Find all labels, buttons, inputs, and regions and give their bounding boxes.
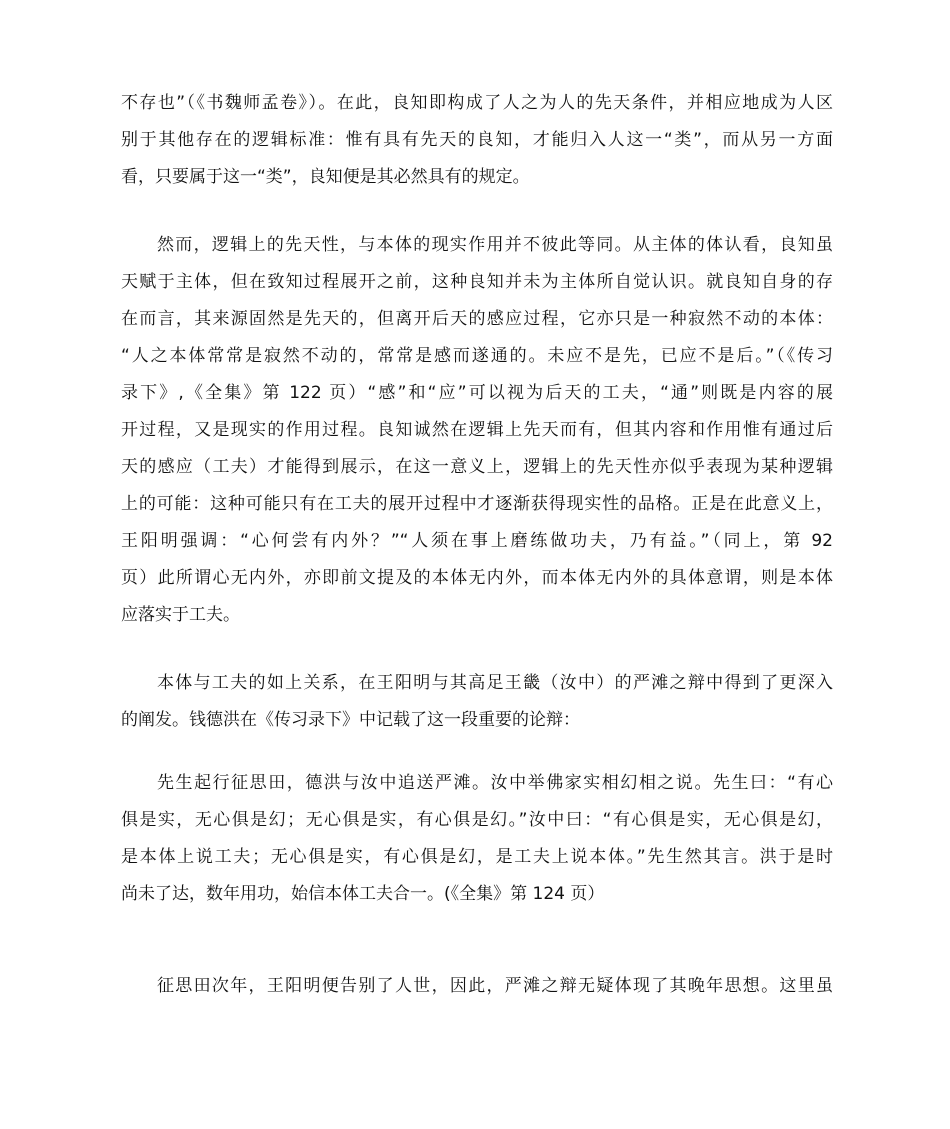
text-line: “人之本体常常是寂然不动的，常常是感而遂通的。未应不是先，已应不是后。”（《传习 bbox=[121, 346, 833, 366]
text-line: 不存也”（《书魏师孟卷》）。在此，良知即构成了人之为人的先天条件，并相应地成为人区 bbox=[121, 93, 833, 113]
text-line: 天赋于主体，但在致知过程展开之前，这种良知并未为主体所自觉认识。就良知自身的存 bbox=[121, 272, 833, 292]
text-line: 是本体上说工夫；无心俱是实，有心俱是幻，是工夫上说本体。”先生然其言。洪于是时 bbox=[121, 847, 833, 867]
text-line: 应落实于工夫。 bbox=[121, 605, 240, 625]
paragraph-2 bbox=[121, 227, 833, 634]
paragraph-quote bbox=[121, 765, 833, 913]
text-line: 录下》,《全集》第 122 页）“感”和“应”可以视为后天的工夫，“通”则既是内容的展 bbox=[121, 383, 833, 403]
text-line: 俱是实，无心俱是幻；无心俱是实，有心俱是幻。”汝中曰：“有心俱是实，无心俱是幻， bbox=[121, 810, 833, 830]
text-line: 先生起行征思田，德洪与汝中追送严滩。汝中举佛家实相幻相之说。先生曰：“有心 bbox=[157, 773, 833, 793]
text-line: 开过程，又是现实的作用过程。良知诚然在逻辑上先天而有，但其内容和作用惟有通过后 bbox=[121, 420, 833, 440]
text-line: 在而言，其来源固然是先天的，但离开后天的感应过程，它亦只是一种寂然不动的本体： bbox=[121, 309, 833, 329]
text-line: 然而，逻辑上的先天性，与本体的现实作用并不彼此等同。从主体的体认看，良知虽 bbox=[157, 235, 833, 255]
text-line: 天的感应（工夫）才能得到展示，在这一意义上，逻辑上的先天性亦似乎表现为某种逻辑 bbox=[121, 457, 833, 477]
text-line: 本体与工夫的如上关系，在王阳明与其高足王畿（汝中）的严滩之辩中得到了更深入 bbox=[157, 673, 833, 693]
text-line: 页）此所谓心无内外，亦即前文提及的本体无内外，而本体无内外的具体意谓，则是本体 bbox=[121, 568, 833, 588]
text-line: 王阳明强调：“心何尝有内外？”“人须在事上磨练做功夫，乃有益。”（同上，第 92 bbox=[121, 531, 833, 551]
paragraph-1 bbox=[121, 85, 833, 196]
text-line: 尚未了达，数年用功，始信本体工夫合一。(《全集》第 124 页） bbox=[121, 884, 605, 904]
text-line: 的阐发。钱德洪在《传习录下》中记载了这一段重要的论辩： bbox=[121, 710, 580, 730]
text-line: 别于其他存在的逻辑标准：惟有具有先天的良知，才能归入人这一“类”，而从另一方面 bbox=[121, 130, 833, 150]
text-line: 看，只要属于这一“类”，良知便是其必然具有的规定。 bbox=[121, 167, 530, 187]
paragraph-3 bbox=[121, 665, 833, 739]
text-line: 上的可能：这种可能只有在工夫的展开过程中才逐渐获得现实性的品格。正是在此意义上， bbox=[121, 494, 833, 514]
text-line: 征思田次年，王阳明便告别了人世，因此，严滩之辩无疑体现了其晚年思想。这里虽 bbox=[157, 976, 833, 996]
paragraph-5 bbox=[121, 968, 833, 1005]
